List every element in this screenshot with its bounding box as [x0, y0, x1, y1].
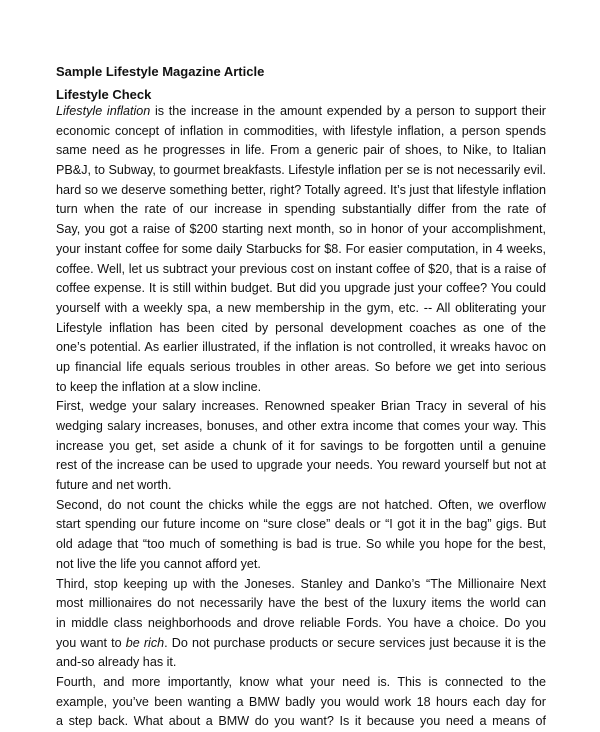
text-line: Third, stop keeping up with the Joneses. Stanley and Danko’s “The Millionaire Next — [56, 576, 546, 591]
text-line: coffee. Well, let us subtract your previous cost on instant coffee of $20, that is a raise of — [56, 261, 546, 276]
text-line: rest of the increase can be used to upgrade your needs. You reward yourself but not at — [56, 458, 546, 473]
text-line: hard so we deserve something better, right? Totally agreed. It’s just that lifestyle inflation — [56, 182, 546, 197]
text-line: economic concept of inflation in commodities, with lifestyle inflation, a person spends — [56, 123, 546, 138]
line-text-tail: . Do not purchase products or secure services just because it is the — [164, 635, 546, 650]
text-line: Lifestyle inflation has been cited by personal development coaches as one of the — [56, 320, 546, 335]
text-line: yourself with a weekly spa, a new membership in the gym, etc. -- All obliterating your — [56, 300, 546, 315]
text-line — [56, 634, 546, 654]
text-line: up financial life equals serious troubles in other areas. So before we get into serious — [56, 359, 546, 374]
text-line: coffee expense. It is still within budget. But did you upgrade just your coffee? You could — [56, 281, 546, 296]
text-line: not live the life you cannot afford yet. — [56, 556, 261, 571]
text-line: one’s potential. As earlier illustrated, if the inflation is not controlled, it wreaks havoc on — [56, 340, 546, 355]
text-line: old adage that “too much of something is bad is true. So while you hope for the best, — [56, 537, 546, 552]
text-line: your instant coffee for some daily Starbucks for $8. For easier computation, in 4 weeks, — [56, 241, 546, 256]
line-text: is the increase in the amount expended by a person to support their — [155, 104, 546, 118]
document-title: Sample Lifestyle Magazine Article — [56, 64, 265, 79]
line-text: you want to — [56, 635, 126, 650]
text-line: Second, do not count the chicks while the eggs are not hatched. Often, we overflow — [56, 497, 546, 512]
italic-term: Lifestyle inflation — [56, 104, 151, 118]
text-line: Fourth, and more importantly, know what your need is. This is connected to the — [56, 675, 546, 689]
text-line: start spending our future income on “sure close” deals or “I got it in the bag” gigs. But — [56, 517, 546, 532]
italic-phrase: be rich — [125, 635, 165, 650]
text-line: and-so already has it. — [56, 655, 177, 670]
text-line — [56, 102, 546, 122]
article-body — [56, 102, 546, 732]
text-line: most millionaires do not necessarily have the best of the luxury items the world can — [56, 596, 546, 611]
text-line: in middle class neighborhoods and drove reliable Fords. You have a choice. Do you — [56, 615, 546, 630]
text-line: same need as he progresses in life. From a generic pair of shoes, to Nike, to Italian — [56, 143, 546, 158]
text-line: turn when the rate of our increase in spending substantially differ from the rate of — [56, 202, 546, 217]
text-line: a step back. What about a BMW do you want? Is it because you need a means of — [56, 714, 546, 729]
text-line: to keep the inflation at a slow incline. — [56, 379, 262, 394]
text-line: future and net worth. — [56, 478, 172, 493]
text-line: increase you get, set aside a chunk of it for savings to be forgotten until a genuine — [56, 438, 546, 453]
text-line: Say, you got a raise of $200 starting next month, so in honor of your accomplishment, — [56, 222, 546, 237]
section-heading: Lifestyle Check — [56, 87, 152, 102]
text-line: wedging salary increases, bonuses, and other extra income that comes your way. This — [56, 419, 546, 434]
text-line: First, wedge your salary increases. Renowned speaker Brian Tracy in several of his — [56, 399, 546, 414]
text-line: example, you’ve been wanting a BMW badly you would work 18 hours each day for — [56, 694, 546, 709]
text-line: PB&J, to Subway, to gourmet breakfasts. Lifestyle inflation per se is not necessarily evil. — [56, 163, 546, 178]
